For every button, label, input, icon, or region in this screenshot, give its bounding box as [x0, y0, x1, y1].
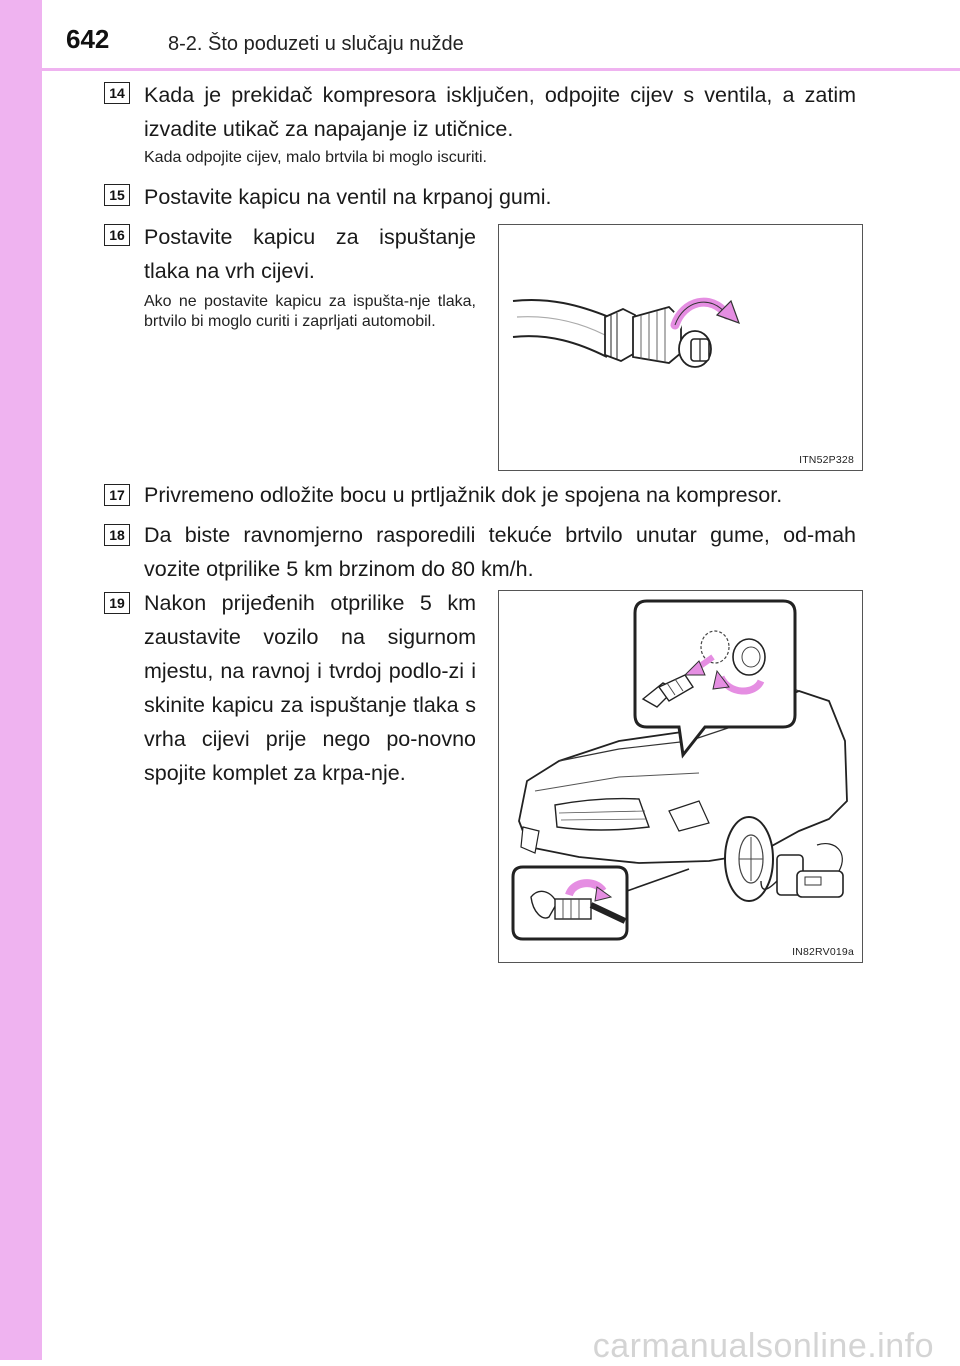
hose-cap-illustration: [499, 225, 862, 470]
step-16-note: Ako ne postavite kapicu za ispušta-nje tlaka, brtvilo bi moglo curiti i zaprljati automobil.: [144, 293, 476, 330]
car-repair-kit-figure: [498, 590, 863, 963]
step-19-text: Nakon prijeđenih otprilike 5 km zaustavite vozilo na sigurnom mjestu, na ravnoj i tvrdoj podlo-zi i skinite kapicu za ispuštanje tlaka s vrha cijevi prije nego po-novno spojite komplet za krpa-nje.: [144, 591, 476, 785]
step-14-number: 14: [104, 82, 130, 104]
step-14-note: Kada odpojite cijev, malo brtvila bi moglo iscuriti.: [144, 149, 487, 166]
step-14-text: Kada je prekidač kompresora isključen, odpojite cijev s ventila, a zatim izvadite utikač za napajanje iz utičnice.: [144, 83, 856, 141]
car-repair-kit-illustration: [499, 591, 862, 962]
figure-code-car-kit: IN82RV019a: [792, 946, 854, 958]
figure-code-hose-cap: ITN52P328: [799, 454, 854, 466]
step-15-text: Postavite kapicu na ventil na krpanoj gumi.: [144, 185, 552, 209]
section-title: 8-2. Što poduzeti u slučaju nužde: [168, 33, 464, 55]
step-16-text: Postavite kapicu za ispuštanje tlaka na vrh cijevi.: [144, 225, 476, 283]
hose-cap-figure: [498, 224, 863, 471]
step-16-number: 16: [104, 224, 130, 246]
side-tab-bar: [0, 0, 42, 1360]
step-18-text: Da biste ravnomjerno rasporedili tekuće brtvilo unutar gume, od-mah vozite otprilike 5 km brzinom do 80 km/h.: [144, 523, 856, 581]
header-divider: [42, 68, 960, 71]
step-17-number: 17: [104, 484, 130, 506]
step-15-number: 15: [104, 184, 130, 206]
step-19-number: 19: [104, 592, 130, 614]
page-number: 642: [66, 24, 110, 54]
step-18-number: 18: [104, 524, 130, 546]
watermark: carmanualsonline.info: [592, 1327, 934, 1365]
step-17-text: Privremeno odložite bocu u prtljažnik dok je spojena na kompresor.: [144, 483, 783, 507]
